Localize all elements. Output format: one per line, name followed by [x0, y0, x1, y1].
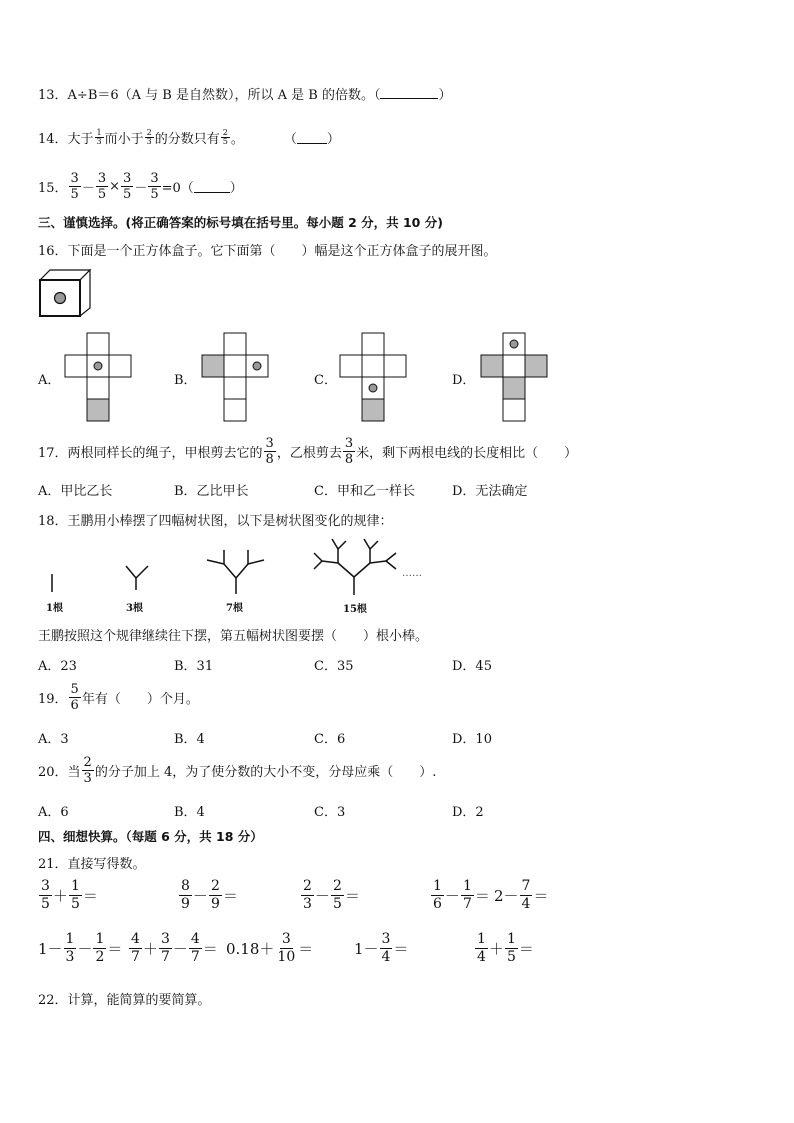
den: 9 — [210, 896, 220, 912]
q18-option-b[interactable]: B．31 — [174, 659, 214, 674]
tree-figure-2 — [120, 562, 156, 596]
eq: ＝ — [202, 940, 218, 958]
frac — [505, 931, 518, 966]
den: 7 — [160, 949, 170, 965]
q19-end: 年有（ ）个月。 — [81, 692, 199, 707]
q16-net-d[interactable] — [481, 333, 551, 423]
q13-end: ） — [438, 88, 452, 103]
q21-r1-e3 — [300, 878, 360, 913]
q16-net-b[interactable] — [202, 333, 272, 423]
num: 1 — [95, 931, 105, 947]
q19-option-d[interactable]: D．10 — [452, 732, 492, 747]
den: 3 — [83, 771, 92, 786]
pre: 1－ — [38, 940, 63, 958]
num: 3 — [41, 878, 50, 894]
q21-r2-e2 — [128, 931, 218, 966]
q13 — [38, 84, 451, 103]
q19-option-a[interactable]: A．3 — [38, 732, 69, 747]
den: 8 — [344, 452, 354, 467]
frac — [179, 878, 192, 913]
frac — [69, 878, 82, 913]
tree-figure-3 — [204, 548, 268, 600]
frac — [520, 878, 533, 913]
q21-r1-e5 — [494, 878, 548, 913]
frac — [275, 931, 297, 966]
q21-r1-e1 — [38, 878, 98, 913]
num: 7 — [521, 878, 531, 894]
q14-mid: 而小于 — [104, 132, 144, 147]
tree-label-1: 1根 — [46, 603, 63, 614]
num: 1 — [96, 128, 102, 137]
den: 7 — [131, 949, 140, 965]
eq: ＝ — [474, 887, 490, 905]
frac — [331, 878, 344, 913]
tree-label-3: 7根 — [226, 603, 243, 614]
den: 5 — [97, 187, 107, 202]
frac — [93, 931, 106, 966]
q21-r2-e1 — [38, 931, 122, 966]
q15-frac-b — [96, 171, 108, 202]
den: 5 — [123, 187, 132, 202]
q20 — [38, 755, 436, 786]
q15-end: ） — [229, 181, 243, 196]
tree-label-4: 15根 — [343, 604, 367, 615]
q19-num: 19． — [38, 692, 68, 707]
q18-text2: 王鹏按照这个规律继续往下摆，第五幅树状图要摆（ ）根小棒。 — [38, 629, 429, 644]
op: ＋ — [142, 940, 158, 958]
q17-option-b[interactable]: B．乙比甲长 — [174, 484, 249, 499]
q17 — [38, 436, 577, 467]
den: 9 — [181, 896, 190, 912]
q17-option-a[interactable]: A．甲比乙长 — [38, 484, 113, 499]
num: 3 — [123, 171, 132, 186]
num: 2 — [332, 878, 342, 894]
frac — [461, 878, 474, 913]
q21-r2-e4 — [354, 931, 408, 966]
q13-text: 13．A÷B＝6（A 与 B 是自然数），所以 A 是 B 的倍数。（ — [38, 88, 381, 103]
q14-frac-2 — [145, 129, 154, 146]
q19 — [38, 682, 199, 713]
num: 1 — [462, 878, 472, 894]
den: 3 — [303, 896, 312, 912]
frac — [209, 878, 222, 913]
num: 3 — [160, 931, 170, 947]
tree-figure-4 — [312, 537, 400, 599]
tree-figure-1 — [44, 570, 64, 600]
num: 2 — [146, 128, 152, 137]
eq: ＝ — [344, 887, 360, 905]
q20-option-d[interactable]: D．2 — [452, 805, 484, 820]
pre: 1－ — [354, 940, 379, 958]
cube-box-figure — [40, 270, 100, 320]
q16-net-a[interactable] — [65, 333, 135, 423]
q17-frac-2 — [343, 436, 355, 467]
q15-frac-c — [121, 171, 133, 202]
num: 2 — [83, 755, 92, 770]
q14-frac-1 — [95, 129, 104, 146]
den: 6 — [433, 896, 442, 912]
q20-option-a[interactable]: A．6 — [38, 805, 69, 820]
den: 4 — [477, 949, 486, 965]
frac — [431, 878, 444, 913]
num: 1 — [477, 931, 486, 947]
q18-option-d[interactable]: D．45 — [452, 659, 492, 674]
num: 3 — [281, 931, 291, 947]
q16-net-c[interactable] — [340, 333, 410, 423]
eq: ＝ — [298, 940, 314, 958]
pre: 2－ — [494, 887, 519, 905]
q19-option-b[interactable]: B．4 — [174, 732, 205, 747]
num: 3 — [344, 436, 354, 451]
den: 6 — [70, 698, 79, 713]
frac — [159, 931, 172, 966]
q15-frac-d — [148, 171, 160, 202]
num: 2 — [222, 128, 228, 137]
q18-ellipsis: …… — [402, 568, 422, 579]
den: 7 — [190, 949, 200, 965]
q13-answer-blank[interactable] — [380, 98, 438, 99]
op2: － — [172, 940, 188, 958]
eq: ＝ — [533, 887, 549, 905]
q21-r1-e4 — [430, 878, 490, 913]
q16-option-a-label[interactable]: A． — [38, 373, 61, 388]
op: － — [444, 887, 460, 905]
eq: ＝ — [107, 940, 123, 958]
q20-option-b[interactable]: B．4 — [174, 805, 205, 820]
num: 1 — [506, 931, 516, 947]
q16-option-c-label[interactable]: C． — [314, 373, 337, 388]
q21-r2-e3 — [226, 931, 313, 966]
q18-option-c[interactable]: C．35 — [314, 659, 354, 674]
q16-option-d-label[interactable]: D． — [452, 373, 476, 388]
q15-frac-a — [69, 171, 81, 202]
den: 5 — [222, 137, 228, 146]
eq: ＝ — [518, 940, 534, 958]
op: － — [77, 940, 93, 958]
q22-text: 22．计算，能简算的要简算。 — [38, 993, 211, 1008]
frac — [475, 931, 488, 966]
num: 5 — [70, 682, 79, 697]
num: 2 — [210, 878, 220, 894]
den: 5 — [506, 949, 516, 965]
q14-end: 。 — [230, 132, 244, 147]
section-4-heading: 四、细想快算。（每题 6 分，共 18 分） — [38, 829, 263, 844]
den: 4 — [381, 949, 391, 965]
q21-r2-e5 — [474, 931, 534, 966]
q14-frac-3 — [221, 129, 230, 146]
q20-option-c[interactable]: C．3 — [314, 805, 346, 820]
section-3-heading: 三、谨慎选择。(将正确答案的标号填在括号里。每小题 2 分，共 10 分) — [38, 215, 443, 230]
den: 3 — [146, 137, 152, 146]
q21-text: 21．直接写得数。 — [38, 857, 146, 872]
den: 3 — [96, 137, 102, 146]
num: 3 — [70, 171, 79, 186]
den: 5 — [332, 896, 342, 912]
den: 4 — [521, 896, 531, 912]
q14 — [38, 128, 340, 147]
q20-frac — [82, 755, 94, 786]
q17-mid: ，乙根剪去 — [276, 446, 342, 461]
num: 1 — [70, 878, 80, 894]
den: 8 — [265, 452, 274, 467]
den: 5 — [70, 187, 79, 202]
num: 3 — [150, 171, 159, 186]
den: 10 — [277, 949, 296, 965]
q15-op2: × — [109, 179, 121, 194]
frac — [380, 931, 393, 966]
q19-frac — [69, 682, 81, 713]
num: 1 — [65, 931, 75, 947]
q18-option-a[interactable]: A．23 — [38, 659, 77, 674]
eq: ＝ — [222, 887, 238, 905]
q17-frac-1 — [264, 436, 276, 467]
num: 3 — [265, 436, 274, 451]
q15 — [38, 171, 243, 202]
q16-text: 16．下面是一个正方体盒子。它下面第（ ）幅是这个正方体盒子的展开图。 — [38, 244, 497, 259]
q14-pre: 14．大于 — [38, 132, 94, 147]
den: 2 — [95, 949, 105, 965]
q15-tail: =0（ — [161, 181, 194, 196]
op: ＋ — [52, 887, 68, 905]
q14-answer-blank[interactable] — [297, 143, 327, 144]
pre: 0.18＋ — [226, 940, 275, 958]
q15-answer-blank[interactable] — [194, 192, 230, 193]
op: － — [314, 887, 330, 905]
frac — [129, 931, 142, 966]
frac — [39, 878, 52, 913]
den: 3 — [65, 949, 75, 965]
eq: ＝ — [393, 940, 409, 958]
den: 5 — [150, 187, 159, 202]
q21-r1-e2 — [178, 878, 238, 913]
num: 8 — [181, 878, 190, 894]
op: － — [192, 887, 208, 905]
den: 5 — [70, 896, 80, 912]
q14-paren-close: ） — [326, 132, 340, 147]
q17-option-d[interactable]: D．无法确定 — [452, 484, 528, 499]
q14-mid2: 的分数只有 — [154, 132, 220, 147]
op: ＋ — [488, 940, 504, 958]
q20-end: 的分子加上 4，为了使分数的大小不变，分母应乘（ ）. — [94, 765, 437, 780]
num: 2 — [303, 878, 312, 894]
tree-label-2: 3根 — [126, 603, 143, 614]
q16-option-b-label[interactable]: B． — [174, 373, 197, 388]
frac — [189, 931, 202, 966]
q17-end: 米，剩下两根电线的长度相比（ ） — [356, 446, 578, 461]
num: 3 — [381, 931, 391, 947]
den: 5 — [41, 896, 50, 912]
num: 3 — [97, 171, 107, 186]
num: 4 — [190, 931, 200, 947]
q19-option-c[interactable]: C．6 — [314, 732, 346, 747]
q15-num: 15． — [38, 181, 68, 196]
q17-option-c[interactable]: C．甲和乙一样长 — [314, 484, 415, 499]
frac — [64, 931, 77, 966]
eq: ＝ — [82, 887, 98, 905]
q17-pre: 17．两根同样长的绳子，甲根剪去它的 — [38, 446, 263, 461]
q18-text: 18．王鹏用小棒摆了四幅树状图，以下是树状图变化的规律： — [38, 514, 393, 529]
num: 1 — [433, 878, 442, 894]
num: 4 — [131, 931, 140, 947]
frac — [301, 878, 314, 913]
q15-op1: － — [81, 181, 95, 196]
q14-paren-open: （ — [283, 132, 297, 147]
q15-op3: － — [134, 181, 148, 196]
q20-pre: 20．当 — [38, 765, 81, 780]
den: 7 — [462, 896, 472, 912]
